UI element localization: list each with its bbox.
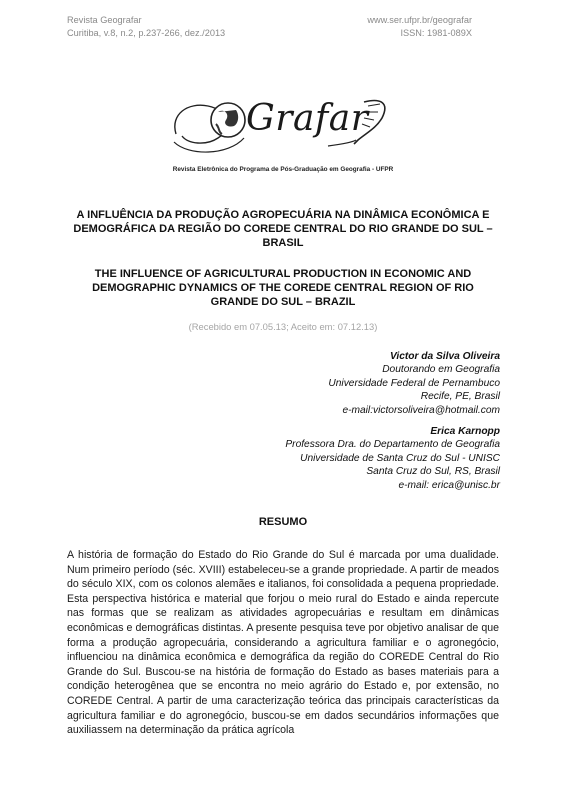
author-location: Recife, PE, Brasil xyxy=(420,391,500,403)
abstract-body: A história de formação do Estado do Rio Grande do Sul é marcada por uma dualidade. Num primeiro período (séc. XVIII) estabeleceu-se a grande propriedade. A partir de meados do século XIX, com os colonos alemães e italianos, foi consolidada a pequena propriedade. Esta perspectiva histórica e material que forjou o meio rural do Estado e ainda repercute nas formas que se realizam as atividades agropecuárias e resultam em dinâmicas econômicas e demográficas distintas. A presente pesquisa teve por objetivo analisar de que forma a produção agropecuária, considerando a agricultura familiar e o agronegócio, influenciou na dinâmica econômica e demográfica da região do COREDE Central do Rio Grande do Sul. Buscou-se na história de formação do Estado as bases materiais para a condição heterogênea que se encontra no meio agrário do Estado e, por extensão, no COREDE Central. A partir de uma caracterização teórica das principais características da agricultura familiar e do agronegócio, buscou-se em dados secundários informações que auxiliassem na determinação da prática agrícola xyxy=(67,549,499,737)
running-header-left xyxy=(67,14,225,40)
author-institution: Universidade de Santa Cruz do Sul - UNISC xyxy=(300,452,500,464)
author-role: Doutorando em Geografia xyxy=(382,364,500,376)
journal-subtitle: Revista Eletrônica do Programa de Pós-Graduação em Geografia - UFPR xyxy=(172,166,394,173)
author-block-1 xyxy=(328,350,500,417)
article-title-english: THE INFLUENCE OF AGRICULTURAL PRODUCTION IN ECONOMIC AND DEMOGRAPHIC DYNAMICS OF THE COREDE CENTRAL REGION OF RIO GRANDE DO SUL – BRAZIL xyxy=(92,268,474,308)
journal-logo xyxy=(168,94,398,164)
author-location: Santa Cruz do Sul, RS, Brasil xyxy=(366,466,500,478)
journal-url: www.ser.ufpr.br/geografar xyxy=(367,15,472,25)
journal-citation: Curitiba, v.8, n.2, p.237-266, dez./2013 xyxy=(67,28,226,38)
author-block-2 xyxy=(285,425,500,492)
journal-issn: ISSN: 1981-089X xyxy=(400,28,472,38)
journal-name: Revista Geografar xyxy=(67,15,142,25)
running-header-right xyxy=(367,14,472,40)
author-name: Erica Karnopp xyxy=(430,426,500,437)
author-email: e-mail: erica@unisc.br xyxy=(398,479,500,491)
author-name: Victor da Silva Oliveira xyxy=(389,351,500,362)
logo-wordmark: Grafar xyxy=(246,98,369,139)
received-accepted-dates: (Recebido em 07.05.13; Aceito em: 07.12.13) xyxy=(188,321,378,332)
author-role: Professora Dra. do Departamento de Geografia xyxy=(285,439,500,451)
article-title-portuguese: A INFLUÊNCIA DA PRODUÇÃO AGROPECUÁRIA NA DINÂMICA ECONÔMICA E DEMOGRÁFICA DA REGIÃO DO COREDE CENTRAL DO RIO GRANDE DO SUL – BRASIL xyxy=(73,209,493,249)
author-institution: Universidade Federal de Pernambuco xyxy=(328,377,500,389)
abstract-heading: RESUMO xyxy=(258,516,308,528)
author-email: e-mail:victorsoliveira@hotmail.com xyxy=(342,404,500,416)
